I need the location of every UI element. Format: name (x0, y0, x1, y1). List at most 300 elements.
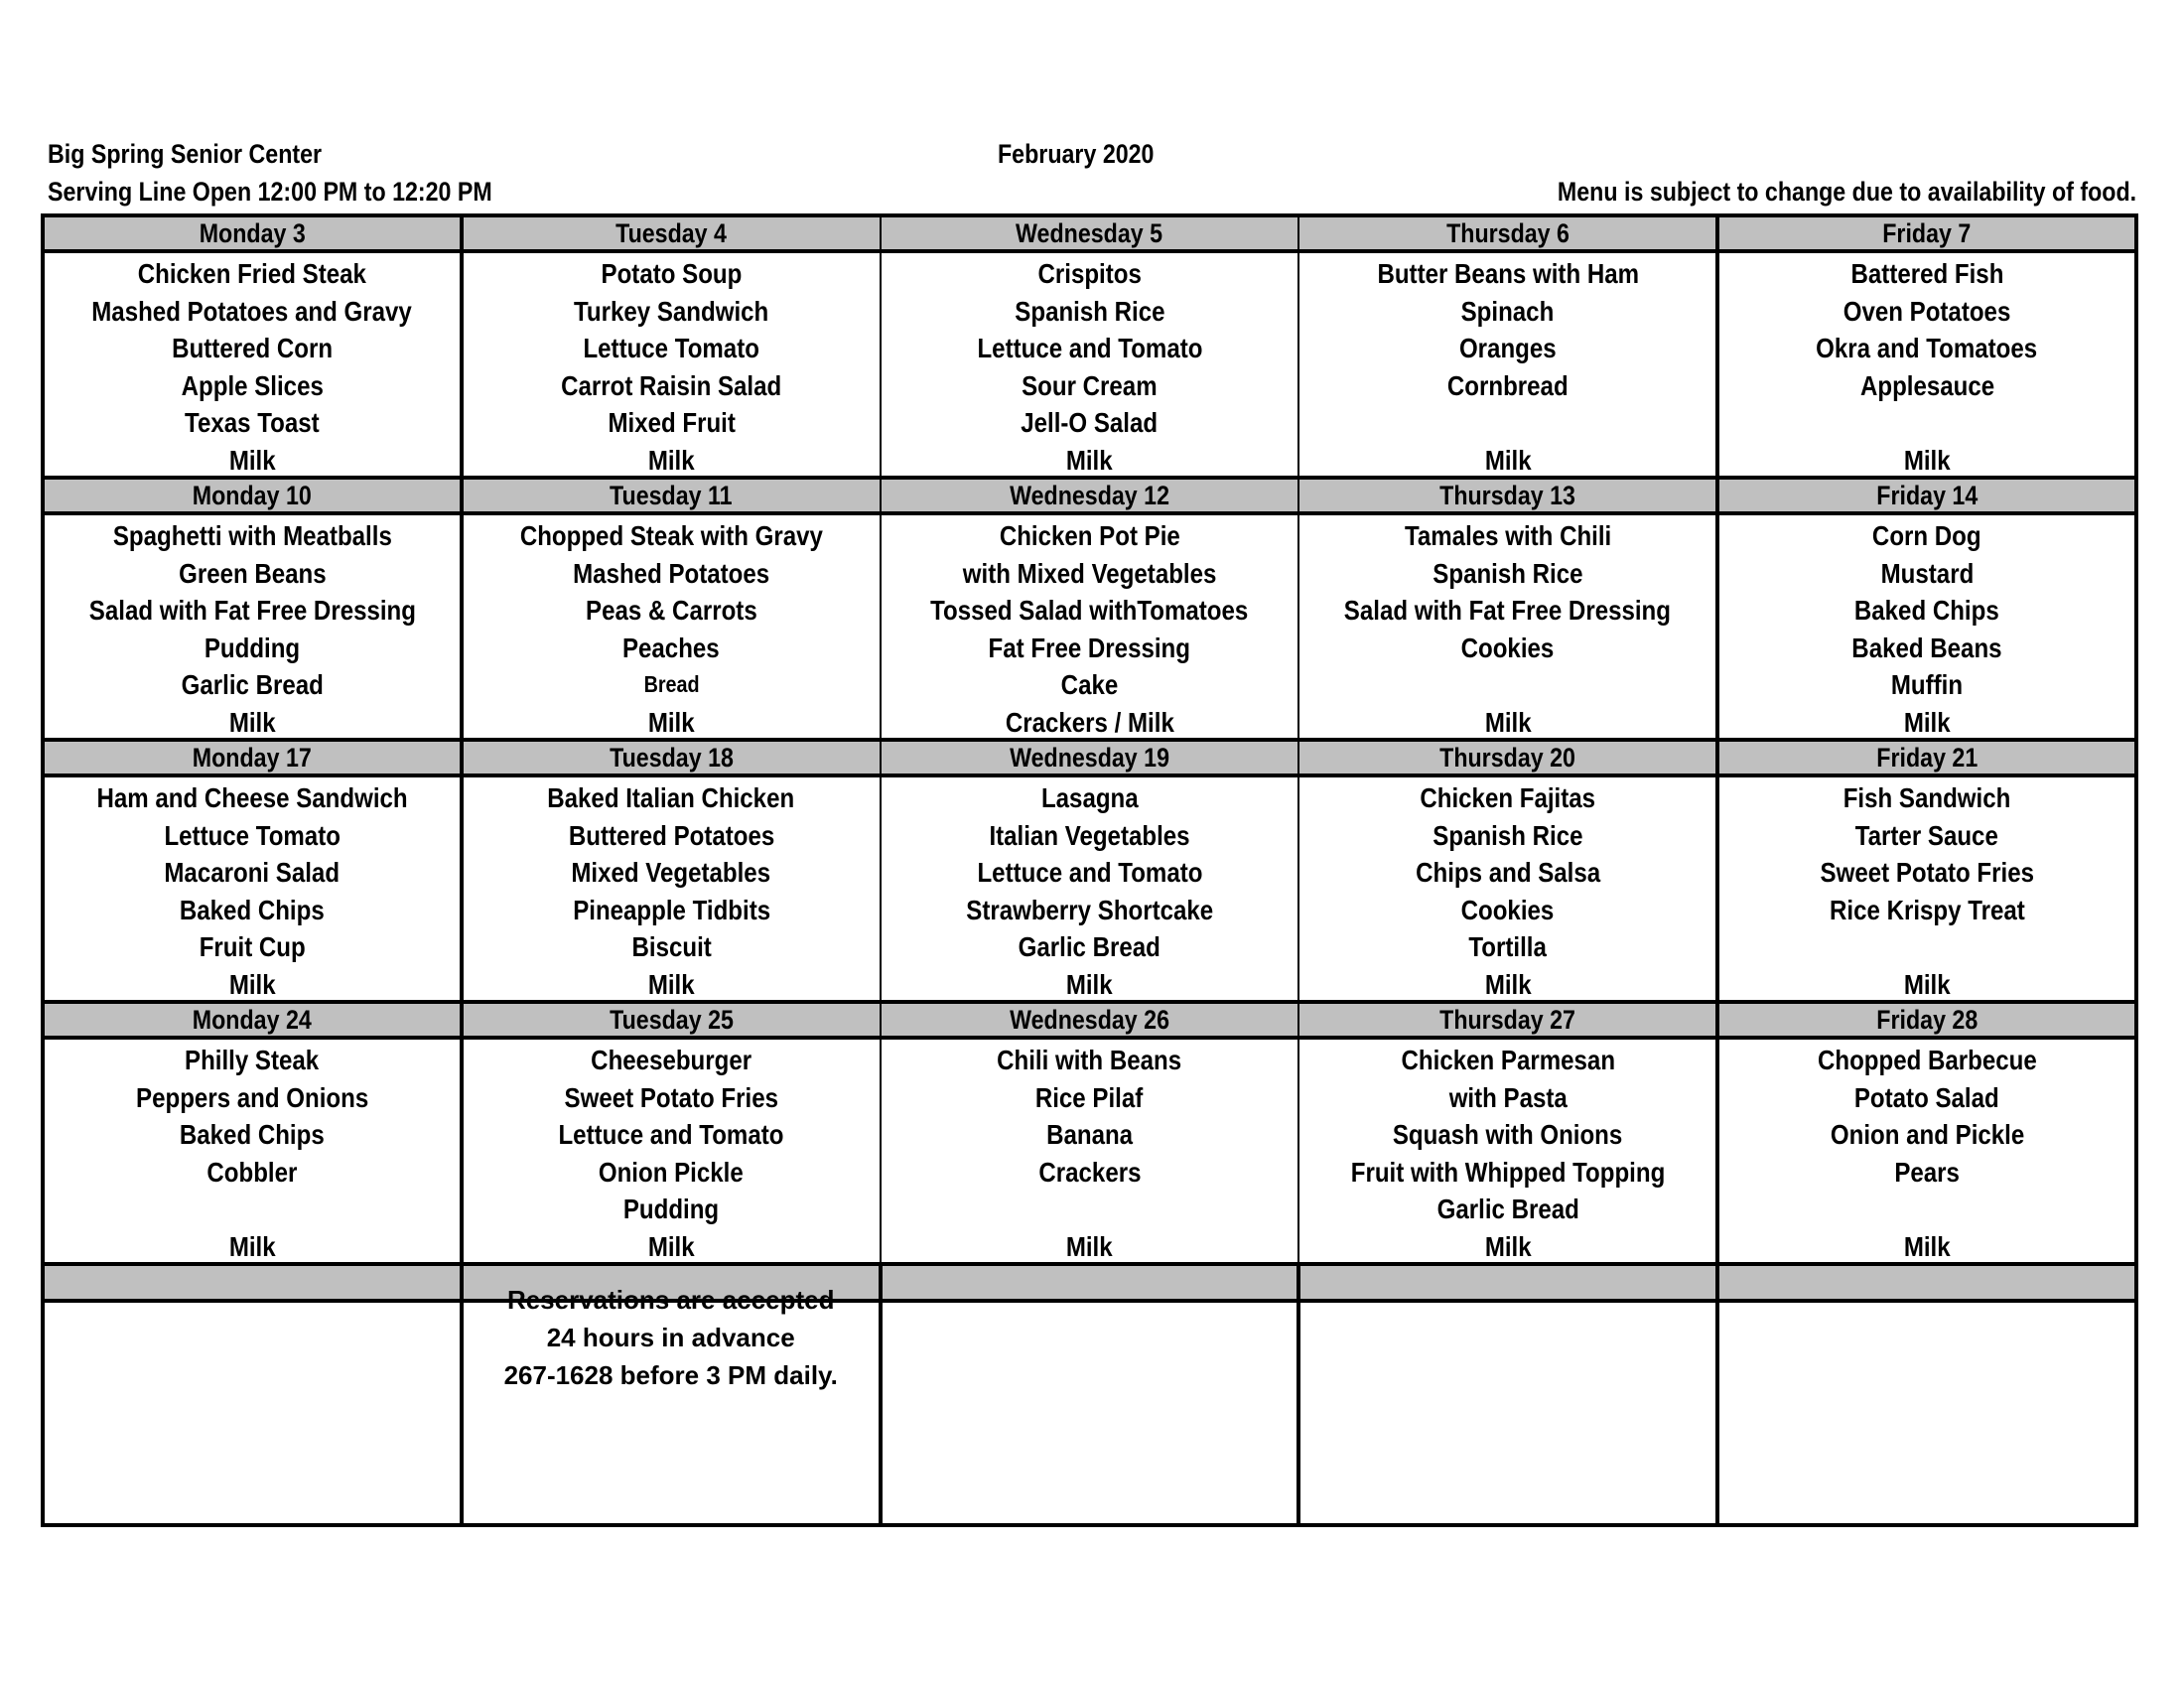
menu-item-text: with Mixed Vegetables (962, 557, 1217, 589)
day-menu-cell (1717, 251, 2136, 478)
menu-item-list (1299, 515, 1715, 738)
menu-item-text: Baked Chips (179, 1119, 325, 1150)
menu-item-text: Chips and Salsa (1415, 857, 1600, 888)
week-menu-row (43, 775, 2136, 1002)
menu-item-text: Milk (228, 706, 276, 738)
menu-item (1719, 442, 2134, 480)
menu-item (1719, 704, 2134, 742)
menu-item-text: Tarter Sauce (1855, 819, 1999, 851)
menu-item (1299, 517, 1715, 555)
menu-item-text: Milk (1484, 1230, 1532, 1262)
day-label: Wednesday 19 (1010, 743, 1169, 773)
menu-item-text: Baked Chips (1854, 595, 2000, 626)
menu-item-text: Baked Chips (179, 894, 325, 925)
menu-item-text: Milk (1066, 968, 1113, 1000)
menu-item-text: Milk (647, 444, 695, 476)
empty-day-header (43, 1264, 462, 1301)
menu-item-text: Butter Beans with Ham (1376, 258, 1639, 289)
menu-item (882, 517, 1298, 555)
menu-item-text: Salad with Fat Free Dressing (88, 595, 416, 626)
menu-item-list (882, 1040, 1298, 1262)
week-header-row (43, 215, 2136, 251)
day-header (43, 478, 462, 513)
menu-item-text: Chicken Fried Steak (137, 258, 366, 289)
day-header (1717, 215, 2136, 251)
menu-item-list (882, 515, 1298, 738)
day-header (43, 1002, 462, 1038)
menu-item (45, 555, 460, 593)
day-header (43, 215, 462, 251)
empty-day-cell (1717, 1301, 2136, 1525)
menu-disclaimer: Menu is subject to change due to availability of food. (1557, 177, 2136, 207)
menu-item (882, 854, 1298, 892)
menu-item-list (464, 515, 880, 738)
menu-item (1719, 779, 2134, 817)
day-menu-cell (1298, 1038, 1717, 1264)
menu-item-text: Pears (1894, 1156, 1960, 1188)
menu-item-text: Apple Slices (181, 369, 324, 401)
menu-item-text: Spanish Rice (1433, 819, 1583, 851)
menu-item-text: Texas Toast (185, 407, 320, 438)
menu-item (45, 704, 460, 742)
day-label: Monday 10 (192, 481, 312, 510)
menu-item-text: Peas & Carrots (585, 595, 757, 626)
day-menu-cell (1717, 513, 2136, 740)
menu-item (464, 1154, 880, 1192)
menu-item (1299, 1042, 1715, 1079)
day-header (1717, 740, 2136, 775)
menu-item (882, 1116, 1298, 1154)
menu-item (1299, 854, 1715, 892)
menu-item (882, 966, 1298, 1004)
menu-item (464, 817, 880, 855)
menu-item (1719, 630, 2134, 667)
menu-item (45, 592, 460, 630)
menu-item (1299, 1154, 1715, 1192)
menu-item (1719, 1191, 2134, 1228)
day-menu-cell (1298, 513, 1717, 740)
menu-item (1719, 555, 2134, 593)
menu-item-text: Spanish Rice (1433, 557, 1583, 589)
menu-item (45, 854, 460, 892)
menu-item-text: Muffin (1890, 669, 1964, 700)
menu-item (464, 330, 880, 367)
menu-item-text: Battered Fish (1850, 258, 2004, 289)
menu-item-text: Chicken Parmesan (1401, 1045, 1615, 1075)
menu-item-text: Spanish Rice (1014, 295, 1165, 327)
menu-item (882, 1154, 1298, 1192)
menu-item (464, 854, 880, 892)
notes-row (43, 1301, 2136, 1525)
menu-item (882, 892, 1298, 929)
menu-item (1299, 293, 1715, 331)
menu-item-text: Milk (228, 968, 276, 1000)
menu-item-text: Lasagna (1040, 782, 1139, 813)
menu-item-text: Mashed Potatoes and Gravy (91, 295, 413, 327)
day-label: Thursday 27 (1439, 1005, 1576, 1035)
menu-item-text: Crispitos (1037, 258, 1142, 289)
empty-day-cell (43, 1301, 462, 1525)
day-header (462, 215, 881, 251)
day-label: Friday 7 (1882, 218, 1972, 248)
day-label: Tuesday 25 (609, 1005, 734, 1035)
menu-item-text: Oranges (1458, 333, 1557, 363)
menu-item-text: Buttered Potatoes (568, 819, 774, 851)
empty-day-header (881, 1264, 1299, 1301)
menu-item (464, 630, 880, 667)
menu-item-list (1719, 253, 2134, 476)
menu-item (1299, 928, 1715, 966)
menu-item-text: Fruit Cup (199, 931, 306, 962)
menu-item-text: Sour Cream (1022, 369, 1158, 401)
day-label: Friday 28 (1876, 1005, 1979, 1035)
menu-item (1719, 1116, 2134, 1154)
menu-item-text: Mixed Fruit (607, 407, 736, 438)
menu-item-text: Cookies (1460, 894, 1555, 925)
day-header (462, 740, 881, 775)
menu-item-text: Milk (228, 1230, 276, 1262)
menu-item (1299, 404, 1715, 442)
menu-item (1719, 666, 2134, 704)
menu-item-text: Pineapple Tidbits (572, 894, 770, 925)
menu-item-text: Mixed Vegetables (571, 857, 771, 888)
menu-item-text: Cornbread (1446, 369, 1569, 401)
menu-item-text: Pudding (623, 1194, 720, 1224)
menu-item (45, 666, 460, 704)
menu-item-text: Spinach (1460, 295, 1555, 327)
menu-item-text: Chopped Barbecue (1817, 1045, 2037, 1075)
menu-item (1299, 1228, 1715, 1266)
menu-item-text: Corn Dog (1872, 520, 1981, 551)
menu-item-text: Fat Free Dressing (988, 632, 1191, 663)
menu-item-text: Salad with Fat Free Dressing (1344, 595, 1672, 626)
menu-item (45, 367, 460, 405)
menu-item-text: Baked Italian Chicken (547, 782, 795, 813)
menu-item-text: Cheeseburger (591, 1045, 752, 1075)
menu-item-text: Potato Soup (601, 258, 743, 289)
day-label: Wednesday 26 (1010, 1005, 1169, 1035)
menu-item-text: Carrot Raisin Salad (561, 369, 782, 401)
week-header-row (43, 740, 2136, 775)
menu-item-text: Lettuce Tomato (164, 819, 341, 851)
menu-item-text: Rice Pilaf (1035, 1081, 1144, 1113)
menu-item (882, 592, 1298, 630)
menu-item (1299, 630, 1715, 667)
menu-item-text: Buttered Corn (171, 333, 333, 363)
menu-item-list (45, 777, 460, 1000)
menu-item (1299, 330, 1715, 367)
menu-item-text: Jell-O Salad (1021, 407, 1159, 438)
menu-item-text: Milk (1484, 444, 1532, 476)
menu-item-text: Potato Salad (1854, 1081, 2000, 1113)
menu-item-text: Tortilla (1468, 931, 1548, 962)
menu-item (464, 404, 880, 442)
day-label: Friday 14 (1876, 481, 1979, 510)
menu-item-text: Onion Pickle (599, 1156, 745, 1188)
menu-item (464, 592, 880, 630)
menu-item (45, 255, 460, 293)
menu-item-text: Milk (647, 1230, 695, 1262)
week-menu-row (43, 251, 2136, 478)
menu-item (882, 555, 1298, 593)
menu-item-text: Lettuce and Tomato (558, 1119, 784, 1150)
menu-item-list (882, 253, 1298, 476)
menu-item (45, 630, 460, 667)
day-header (1717, 478, 2136, 513)
serving-hours: Serving Line Open 12:00 PM to 12:20 PM (48, 177, 492, 207)
menu-item-text: Squash with Onions (1393, 1119, 1623, 1150)
menu-item (1299, 1116, 1715, 1154)
menu-item (882, 293, 1298, 331)
menu-item (45, 817, 460, 855)
menu-item (464, 1191, 880, 1228)
menu-item (1299, 966, 1715, 1004)
menu-item (464, 1228, 880, 1266)
menu-item-text: Milk (1066, 1230, 1113, 1262)
menu-item-text: with Pasta (1448, 1081, 1568, 1113)
day-label: Thursday 20 (1439, 743, 1576, 773)
menu-item (464, 555, 880, 593)
menu-item (882, 330, 1298, 367)
reservation-note-cell (462, 1285, 881, 1525)
menu-item (1719, 592, 2134, 630)
day-label: Friday 21 (1876, 743, 1979, 773)
day-label: Tuesday 4 (615, 218, 728, 248)
menu-item (464, 928, 880, 966)
menu-item (1299, 1191, 1715, 1228)
day-header (1298, 215, 1717, 251)
menu-item-text: Garlic Bread (1436, 1194, 1579, 1224)
org-name: Big Spring Senior Center (48, 139, 323, 169)
menu-item (882, 1042, 1298, 1079)
menu-item (882, 1228, 1298, 1266)
menu-item (1299, 592, 1715, 630)
menu-item-text: Crackers / Milk (1005, 706, 1174, 738)
menu-item-list (1719, 515, 2134, 738)
menu-item-list (1299, 777, 1715, 1000)
menu-item-text: Garlic Bread (181, 669, 324, 700)
menu-item (464, 666, 880, 704)
menu-item-text: Rice Krispy Treat (1829, 894, 2025, 925)
menu-item (1299, 255, 1715, 293)
menu-item (464, 1079, 880, 1117)
menu-item (45, 1116, 460, 1154)
day-header (462, 1002, 881, 1038)
menu-item (1719, 255, 2134, 293)
menu-item-text: Mashed Potatoes (573, 557, 770, 589)
day-label: Tuesday 18 (609, 743, 734, 773)
day-header (462, 478, 881, 513)
menu-item-text: Cake (1060, 669, 1119, 700)
menu-item (882, 666, 1298, 704)
menu-item (882, 704, 1298, 742)
week-menu-row (43, 1038, 2136, 1264)
day-header (1298, 478, 1717, 513)
menu-item (882, 404, 1298, 442)
menu-item-text: Applesauce (1859, 369, 1994, 401)
menu-item-list (464, 777, 880, 1000)
menu-item (882, 442, 1298, 480)
menu-item-text: Lettuce and Tomato (976, 857, 1202, 888)
menu-item (882, 817, 1298, 855)
day-menu-cell (462, 1038, 881, 1264)
menu-item-text: Okra and Tomatoes (1816, 333, 2038, 363)
menu-item (1299, 555, 1715, 593)
menu-item (1719, 854, 2134, 892)
menu-item (45, 442, 460, 480)
menu-item (464, 704, 880, 742)
day-menu-cell (1298, 251, 1717, 478)
day-header (881, 215, 1299, 251)
menu-item (1719, 817, 2134, 855)
menu-item (1719, 1042, 2134, 1079)
menu-item (45, 404, 460, 442)
menu-item-text: Milk (1484, 968, 1532, 1000)
day-menu-cell (1717, 1038, 2136, 1264)
day-menu-cell (462, 775, 881, 1002)
menu-item-list (45, 515, 460, 738)
menu-item (882, 255, 1298, 293)
day-header (1298, 740, 1717, 775)
menu-item (464, 779, 880, 817)
empty-day-cell (881, 1301, 1299, 1525)
day-menu-cell (43, 1038, 462, 1264)
menu-item-text: Macaroni Salad (164, 857, 341, 888)
menu-item-list (464, 1040, 880, 1262)
menu-item (882, 1191, 1298, 1228)
menu-item (1719, 367, 2134, 405)
menu-item-text: Bread (643, 671, 700, 697)
day-label: Thursday 6 (1445, 218, 1570, 248)
menu-item-text: Milk (1903, 1230, 1951, 1262)
menu-item (464, 367, 880, 405)
day-label: Tuesday 11 (610, 481, 733, 510)
day-label: Thursday 13 (1439, 481, 1576, 510)
menu-item-text: Milk (1903, 444, 1951, 476)
menu-item (464, 966, 880, 1004)
menu-item (45, 1042, 460, 1079)
week-header-row (43, 1002, 2136, 1038)
menu-item (882, 630, 1298, 667)
day-menu-cell (881, 775, 1299, 1002)
reservation-note (464, 1281, 879, 1394)
menu-item (464, 892, 880, 929)
menu-item (45, 517, 460, 555)
menu-item-text: Milk (647, 968, 695, 1000)
menu-item-text: Pudding (204, 632, 301, 663)
menu-item (464, 1042, 880, 1079)
menu-item-text: Spaghetti with Meatballs (112, 520, 392, 551)
reservation-note-line: 267-1628 before 3 PM daily. (503, 1360, 838, 1390)
menu-item-text: Milk (1903, 706, 1951, 738)
day-menu-cell (881, 251, 1299, 478)
day-header (881, 478, 1299, 513)
menu-item (45, 330, 460, 367)
day-header (881, 1002, 1299, 1038)
menu-item-text: Chicken Fajitas (1420, 782, 1596, 813)
menu-item-text: Baked Beans (1851, 632, 2002, 663)
menu-item (1719, 1154, 2134, 1192)
menu-item (1719, 928, 2134, 966)
menu-item-text: Fruit with Whipped Topping (1350, 1156, 1666, 1188)
menu-item-text: Sweet Potato Fries (1820, 857, 2034, 888)
menu-item-text: Banana (1045, 1119, 1133, 1150)
menu-item (1299, 779, 1715, 817)
menu-item-text: Onion and Pickle (1830, 1119, 2024, 1150)
day-header (43, 740, 462, 775)
menu-item-text: Milk (647, 706, 695, 738)
menu-item (45, 1191, 460, 1228)
empty-day-header (1717, 1264, 2136, 1301)
reservation-note-line: Reservations are accepted (506, 1285, 835, 1315)
menu-item-list (1719, 777, 2134, 1000)
menu-item-text: Philly Steak (185, 1045, 320, 1075)
day-menu-cell (462, 251, 881, 478)
menu-item (464, 255, 880, 293)
day-label: Monday 17 (192, 743, 312, 773)
menu-item (1719, 293, 2134, 331)
menu-item (882, 1079, 1298, 1117)
menu-item-text: Milk (1484, 706, 1532, 738)
menu-item-text: Peppers and Onions (135, 1081, 368, 1113)
menu-item (45, 1154, 460, 1192)
menu-item-list (45, 253, 460, 476)
day-label: Wednesday 5 (1016, 218, 1163, 248)
menu-item (45, 1228, 460, 1266)
menu-item-list (1719, 1040, 2134, 1262)
menu-item (464, 517, 880, 555)
menu-item (882, 367, 1298, 405)
menu-item-text: Sweet Potato Fries (564, 1081, 778, 1113)
menu-item (45, 966, 460, 1004)
menu-item-text: Tamales with Chili (1404, 520, 1611, 551)
menu-item-text: Cookies (1460, 632, 1555, 663)
menu-item (1719, 1079, 2134, 1117)
menu-item (45, 293, 460, 331)
menu-item (464, 1116, 880, 1154)
menu-item (464, 293, 880, 331)
menu-item-text: Mustard (1880, 557, 1974, 589)
menu-item (1719, 1228, 2134, 1266)
menu-item-text: Crackers (1037, 1156, 1142, 1188)
menu-item-text: Peaches (622, 632, 721, 663)
menu-item-text: Biscuit (631, 931, 712, 962)
menu-item (45, 779, 460, 817)
day-label: Monday 3 (199, 218, 306, 248)
menu-item-text: Chicken Pot Pie (999, 520, 1180, 551)
menu-item-text: Garlic Bread (1018, 931, 1161, 962)
week-menu-row (43, 513, 2136, 740)
menu-month: February 2020 (998, 139, 1155, 169)
menu-item-list (464, 253, 880, 476)
menu-item-text: Turkey Sandwich (574, 295, 769, 327)
menu-item (1299, 442, 1715, 480)
menu-item-text: Lettuce Tomato (583, 333, 759, 363)
menu-item-text: Tossed Salad withTomatoes (930, 595, 1249, 626)
reservation-note-line: 24 hours in advance (546, 1323, 795, 1352)
day-menu-cell (462, 513, 881, 740)
menu-item (45, 928, 460, 966)
day-header (881, 740, 1299, 775)
day-menu-cell (881, 1038, 1299, 1264)
menu-item-list (882, 777, 1298, 1000)
empty-day-header (1298, 1264, 1717, 1301)
menu-item-text: Green Beans (178, 557, 327, 589)
menu-calendar (41, 213, 2138, 1527)
menu-item (1299, 367, 1715, 405)
day-label: Monday 24 (192, 1005, 312, 1035)
menu-item-list (45, 1040, 460, 1262)
